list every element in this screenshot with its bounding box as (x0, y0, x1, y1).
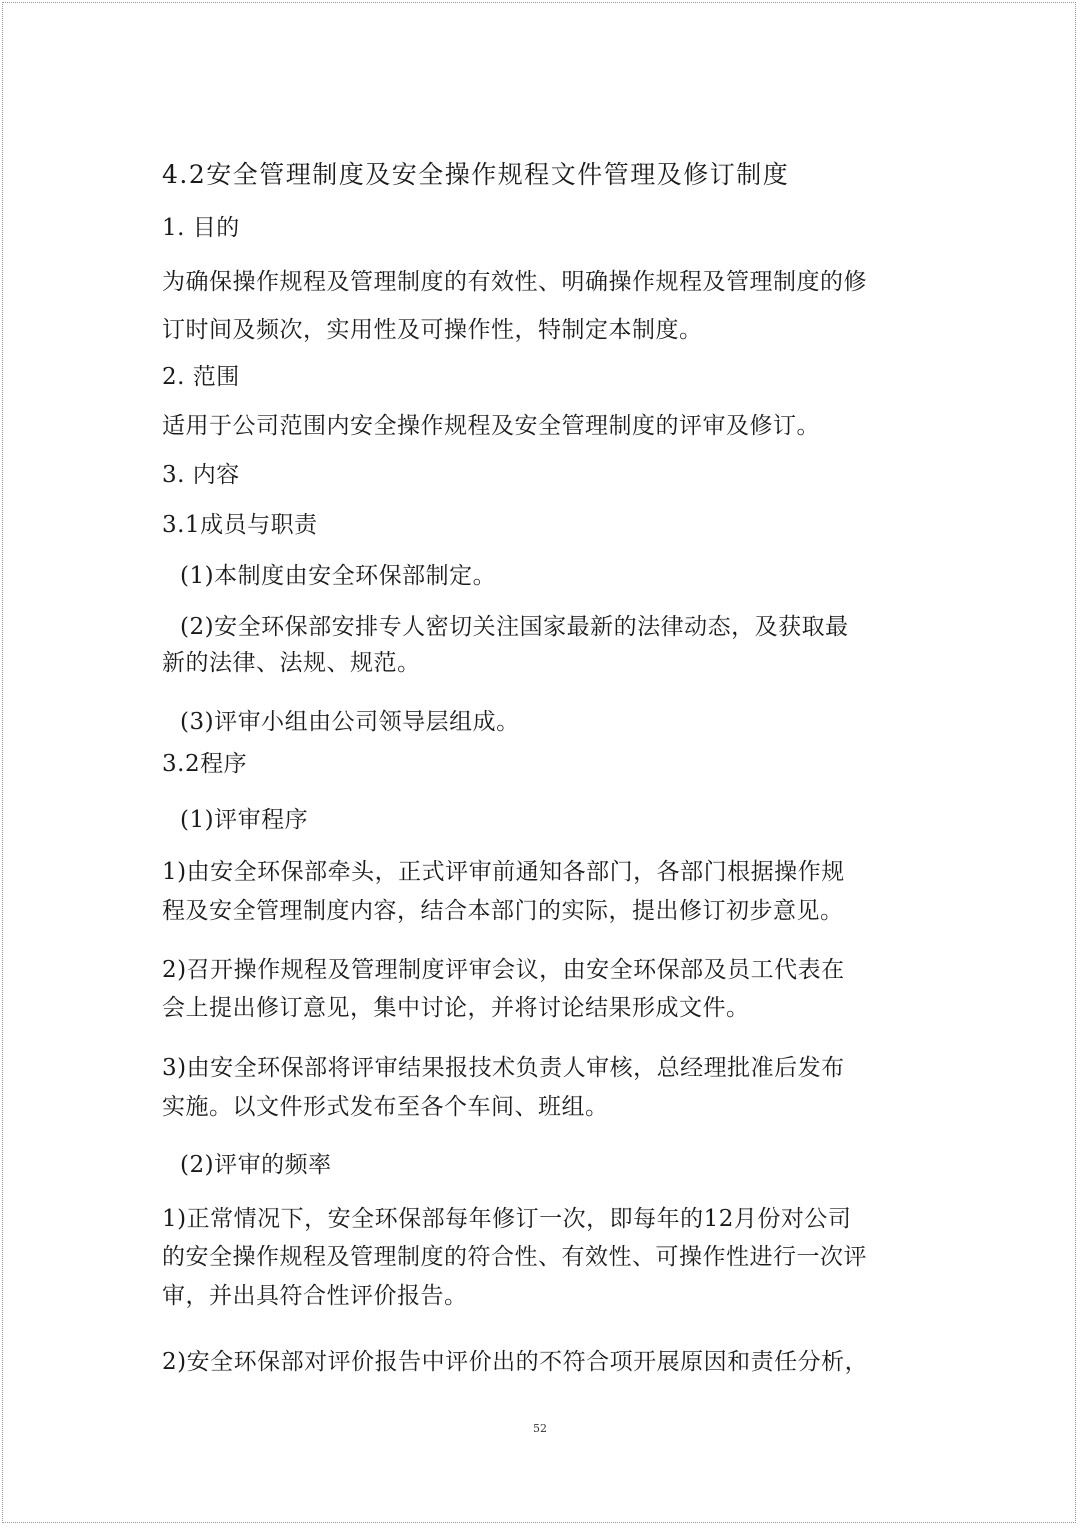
paragraph-line: 3)由安全环保部将评审结果报技术负责人审核，总经理批准后发布 (162, 1055, 845, 1081)
list-item: (2)评审的频率 (180, 1152, 332, 1178)
list-item: (1)评审程序 (180, 807, 309, 833)
paragraph-line: 2)召开操作规程及管理制度评审会议，由安全环保部及员工代表在 (162, 957, 845, 983)
paragraph-line: 为确保操作规程及管理制度的有效性、明确操作规程及管理制度的修 (162, 269, 867, 295)
paragraph-line: 1)正常情况下，安全环保部每年修订一次，即每年的12月份对公司 (162, 1206, 852, 1232)
subheading-members: 3.1成员与职责 (162, 512, 318, 538)
paragraph-line: 适用于公司范围内安全操作规程及安全管理制度的评审及修订。 (162, 413, 820, 439)
paragraph-line: 会上提出修订意见，集中讨论，并将讨论结果形成文件。 (162, 995, 750, 1021)
paragraph-line: 新的法律、法规、规范。 (162, 650, 421, 676)
heading-purpose: 1. 目的 (162, 215, 240, 241)
paragraph-line: 审，并出具符合性评价报告。 (162, 1283, 468, 1309)
section-title: 4.2安全管理制度及安全操作规程文件管理及修订制度 (162, 160, 790, 189)
paragraph-line: 实施。以文件形式发布至各个车间、班组。 (162, 1094, 609, 1120)
page-number: 52 (533, 1422, 547, 1435)
paragraph-line: 2)安全环保部对评价报告中评价出的不符合项开展原因和责任分析， (162, 1349, 869, 1375)
paragraph-line: 的安全操作规程及管理制度的符合性、有效性、可操作性进行一次评 (162, 1244, 867, 1270)
list-item: (3)评审小组由公司领导层组成。 (180, 709, 520, 735)
list-item: (1)本制度由安全环保部制定。 (180, 563, 497, 589)
paragraph-line: 程及安全管理制度内容，结合本部门的实际，提出修订初步意见。 (162, 898, 844, 924)
subheading-procedure: 3.2程序 (162, 751, 248, 777)
paragraph-line: 1)由安全环保部牵头，正式评审前通知各部门，各部门根据操作规 (162, 859, 845, 885)
paragraph-line: 订时间及频次，实用性及可操作性，特制定本制度。 (162, 317, 703, 343)
heading-content: 3. 内容 (162, 462, 240, 488)
heading-scope: 2. 范围 (162, 364, 240, 390)
list-item: (2)安全环保部安排专人密切关注国家最新的法律动态，及获取最 (180, 614, 849, 640)
